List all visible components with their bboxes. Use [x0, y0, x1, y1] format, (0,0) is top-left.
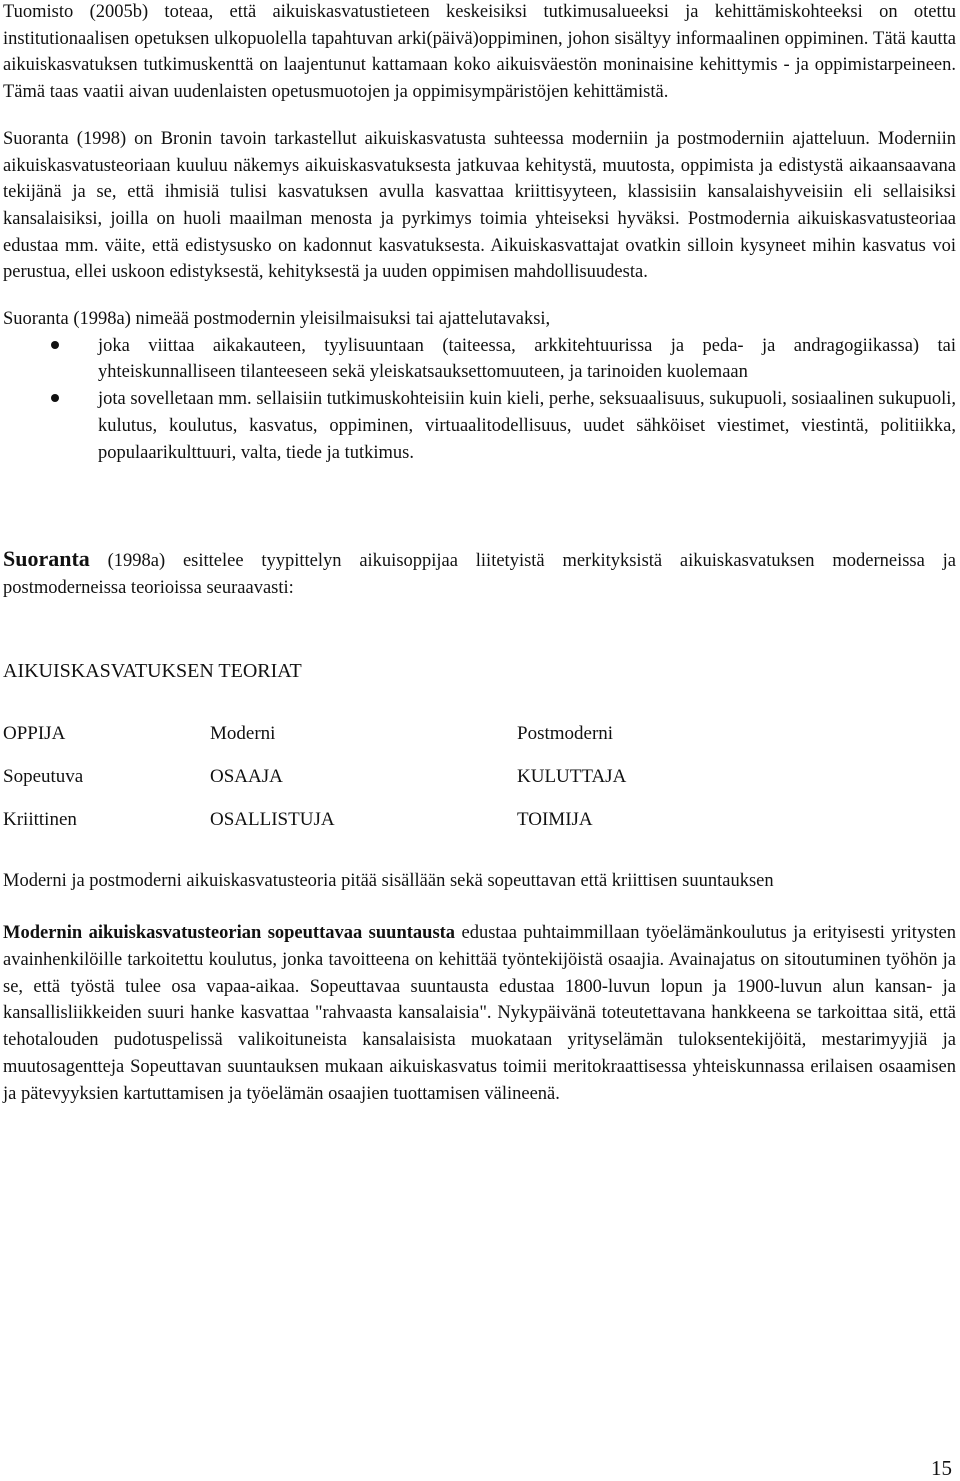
- paragraph-tuomisto: Tuomisto (2005b) toteaa, että aikuiskasvatustieteen keskeisiksi tutkimusalueeksi ja kehittämiskohteeksi on otettu institutionaalisen opetuksen ulkopuolella tapahtuvan arki(päivä)oppiminen, johon sisältyy informaalinen oppiminen. Tätä kautta aikuiskasvatuksen tutkimuskenttä on laajentunut kattamaan koko aikuisväestön moninaisine kehittymis - ja oppimistarpeineen. Tämä taas vaatii aivan uudenlaisten opetusmuotojen ja oppimisympäristöjen kehittämistä.: [3, 2, 956, 103]
- bullet-item: [3, 386, 956, 466]
- paragraph-sopeuttava: [3, 920, 956, 1107]
- cell-r0-c0: OPPIJA: [3, 722, 66, 744]
- paragraph-suoranta-modern: Suoranta (1998) on Bronin tavoin tarkastellut aikuiskasvatusta suhteessa moderniin ja postmoderniin ajatteluun. Moderniin aikuiskasvatusteoriaan kuuluu näkemys aikuiskasvatuksesta jatkuvaa kehitystä, muutosta, oppimista ja edistystä aikaansaavana tekijänä ja se, että ihmisiä tulisi kasvatuksen avulla kasvattaa kriittisyyteen, klassisiin kansalaishyveisiin eli sellaisiksi kansalaisiksi, joilla on huoli maailman menosta ja pyrkimys toimia yhteiseksi hyväksi. Postmodernia aikuiskasvatusteoriaa edustaa mm. väite, että edistysusko on kadonnut kasvatuksesta. Aikuiskasvattajat ovatkin silloin kysyneet mihin kasvatus voi perustua, ellei uskoon edistyksestä, kehityksestä ja uuden oppimisen mahdollisuudesta.: [3, 128, 956, 283]
- paragraph-suoranta-intro: Suoranta (1998a) nimeää postmodernin yleisilmaisuksi tai ajattelutavaksi,: [3, 309, 551, 330]
- cell-r1-c2: KULUTTAJA: [517, 765, 627, 787]
- cell-r1-c0: Sopeutuva: [3, 765, 84, 787]
- bullet-text: joka viittaa aikakauteen, tyylisuuntaan (taiteessa, arkkitehtuurissa ja peda- ja andragogiikassa) tai yhteiskunnalliseen tilanteeseen sekä yleiskatsauksettomuuteen, ja tarinoiden kuolemaan: [98, 335, 956, 383]
- cell-r0-c2: Postmoderni: [517, 722, 614, 744]
- paragraph-typology-intro: [3, 546, 956, 601]
- sopeuttava-text: edustaa puhtaimmillaan työelämänkoulutus ja erityisesti yritysten avainhenkilöille tarkoitettu koulutus, jonka tavoitteena on kehittää työntekijöistä osaajia. Avainajatus on sitoutuminen työhön ja se, että työstä tulee osa vapaa-aikaa. Sopeuttavaa suuntausta edustaa 1800-luvun lopun ja 1900-luvun alun kansan- ja kansallisliikkeiden suuri hanke kasvattaa "rahvaasta kansalaisia". Nykypäivänä toteutettavana hankkeena se tarkoittaa sitä, että tehotalouden pudotuspelissä valikoituneista kansalaisista muokataan yrityselämän tuloksentekijöitä, mestarimyyjiä ja muutosagentteja Sopeuttavan suuntauksen mukaan aikuiskasvatus toimii meritokraattisessa yhteiskunnassa erilaisen osaamisen ja pätevyyksien kartuttamisen ja työelämän osaajien tuottamisen välineenä.: [3, 923, 956, 1104]
- cell-r1-c1: OSAAJA: [210, 765, 283, 787]
- cell-r0-c1: Moderni: [210, 722, 276, 744]
- document-page: [3, 0, 956, 1107]
- postmodern-bullet-list: [3, 333, 956, 467]
- cell-r2-c1: OSALLISTUJA: [210, 808, 335, 830]
- bullet-text: jota sovelletaan mm. sellaisiin tutkimuskohteisiin kuin kieli, perhe, seksuaalisuus, sukupuoli, sosiaalinen sukupuoli, kulutus, koulutus, kasvatus, oppiminen, virtuaalitodellisuus, uudet sähköiset viestimet, viestintä, politiikka, populaarikulttuuri, valta, tiede ja tutkimus.: [98, 389, 956, 463]
- theories-table: [3, 721, 956, 833]
- theories-heading: AIKUISKASVATUKSEN TEORIAT: [3, 659, 302, 682]
- bullet-dot-icon: [51, 394, 59, 402]
- cell-r2-c0: Kriittinen: [3, 808, 77, 830]
- author-name: Suoranta: [3, 546, 90, 572]
- cell-r2-c2: TOIMIJA: [517, 808, 593, 830]
- sopeuttava-heading: Modernin aikuiskasvatusteorian sopeuttavaa suuntausta: [3, 923, 456, 944]
- paragraph-moderni-postmoderni: Moderni ja postmoderni aikuiskasvatusteoria pitää sisällään sekä sopeuttavan että kriittisen suuntauksen: [3, 870, 774, 891]
- page-number: 15: [931, 1456, 952, 1480]
- bullet-dot-icon: [51, 341, 59, 349]
- typology-intro-text: (1998a) esittelee tyypittelyn aikuisoppijaa liitetyistä merkityksistä aikuiskasvatuksen moderneissa ja postmoderneissa teorioissa seuraavasti:: [3, 551, 956, 598]
- bullet-item: [3, 333, 956, 386]
